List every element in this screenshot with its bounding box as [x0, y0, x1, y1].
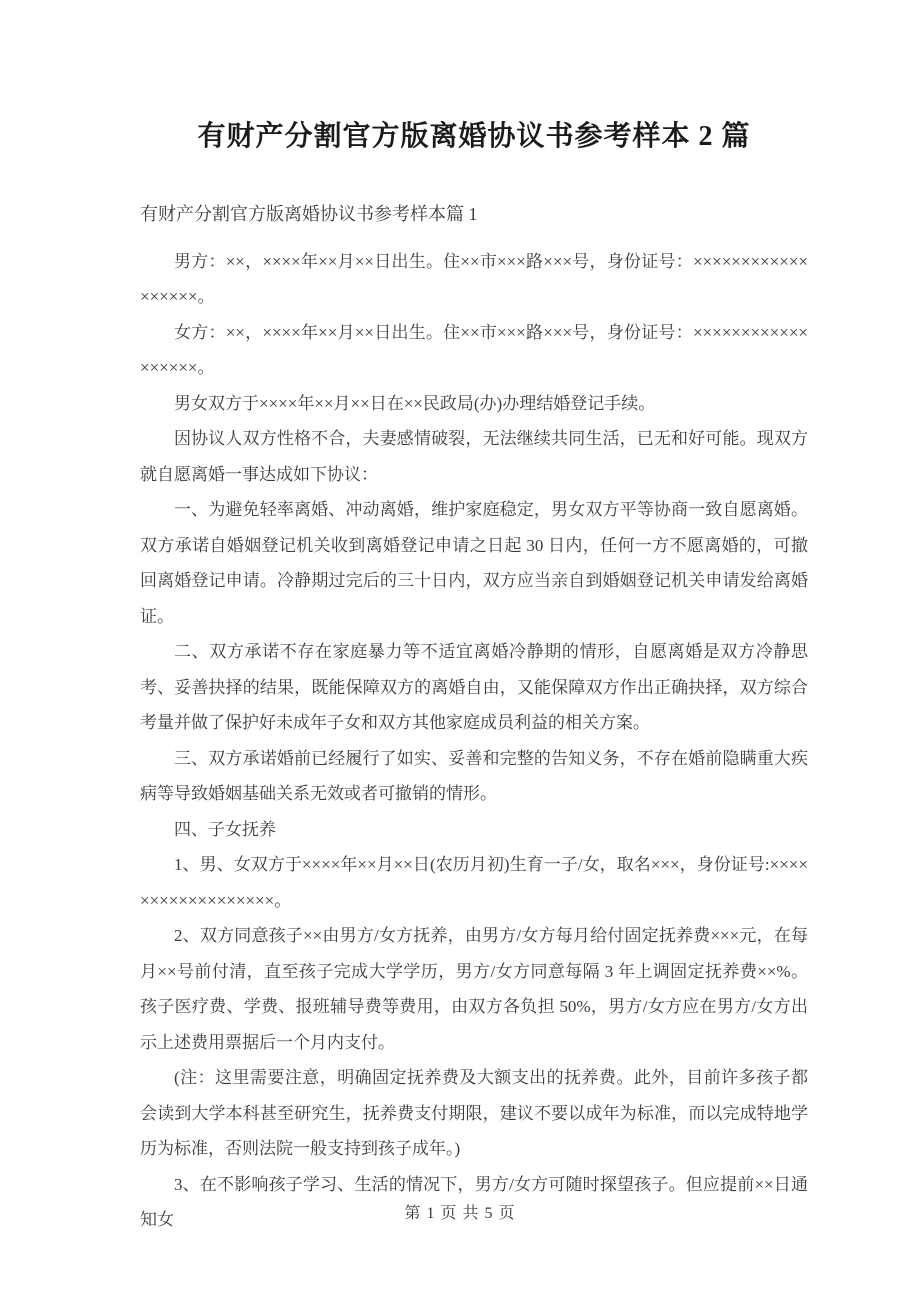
paragraph-husband-info: 男方：××，××××年××月××日出生。住××市×××路×××号，身份证号：××××××××××××××××××。: [140, 251, 808, 306]
section-heading: 有财产分割官方版离婚协议书参考样本篇 1: [140, 204, 478, 224]
page-number-text: 第 1 页 共 5 页: [404, 1205, 516, 1222]
paragraph-note: (注：这里需要注意，明确固定抚养费及大额支出的抚养费。此外，目前许多孩子都会读到大学本科甚至研究生，抚养费支付期限，建议不要以成年为标准，而以完成特地学历为标准，否则法院一般支持到孩子成年。): [140, 1068, 808, 1158]
document-title: 有财产分割官方版离婚协议书参考样本 2 篇: [197, 121, 751, 152]
paragraph-clause-1: 一、为避免轻率离婚、冲动离婚，维护家庭稳定，男女双方平等协商一致自愿离婚。双方承诺自婚姻登记机关收到离婚登记申请之日起 30 日内，任何一方不愿离婚的，可撤回离婚登记申请。冷静期过完后的三十日内，双方应当亲自到婚姻登记机关申请发给离婚证。: [140, 500, 808, 626]
paragraph-clause-4-heading: 四、子女抚养: [174, 819, 276, 839]
paragraph-divorce-reason: 因协议人双方性格不合，夫妻感情破裂，无法继续共同生活，已无和好可能。现双方就自愿离婚一事达成如下协议：: [140, 429, 808, 484]
paragraph-child-support: 2、双方同意孩子××由男方/女方抚养，由男方/女方每月给付固定抚养费×××元，在每月××号前付清，直至孩子完成大学学历，男方/女方同意每隔 3 年上调固定抚养费××%。孩子医疗费、学费、报班辅导费等费用，由双方各负担 50%，男方/女方应在男方/女方出示上述费用票据后一个月内支付。: [140, 926, 808, 1052]
paragraph-marriage-registration: 男女双方于××××年××月××日在××民政局(办)办理结婚登记手续。: [174, 393, 656, 413]
paragraph-clause-3: 三、双方承诺婚前已经履行了如实、妥善和完整的告知义务，不存在婚前隐瞒重大疾病等导致婚姻基础关系无效或者可撤销的情形。: [140, 748, 808, 803]
page-footer: [0, 1200, 920, 1223]
paragraph-child-info: 1、男、女双方于××××年××月××日(农历月初)生育一子/女，取名×××，身份证号:××××××××××××××××××。: [140, 855, 808, 910]
paragraph-clause-2: 二、双方承诺不存在家庭暴力等不适宜离婚冷静期的情形，自愿离婚是双方冷静思考、妥善抉择的结果，既能保障双方的离婚自由，又能保障双方作出正确抉择，双方综合考量并做了保护好未成年子女和双方其他家庭成员利益的相关方案。: [140, 642, 808, 732]
paragraph-wife-info: 女方：××，××××年××月××日出生。住××市×××路×××号，身份证号：××××××××××××××××××。: [140, 322, 808, 377]
paragraph-visitation: 3、在不影响孩子学习、生活的情况下，男方/女方可随时探望孩子。但应提前××日通知女: [140, 1174, 808, 1229]
